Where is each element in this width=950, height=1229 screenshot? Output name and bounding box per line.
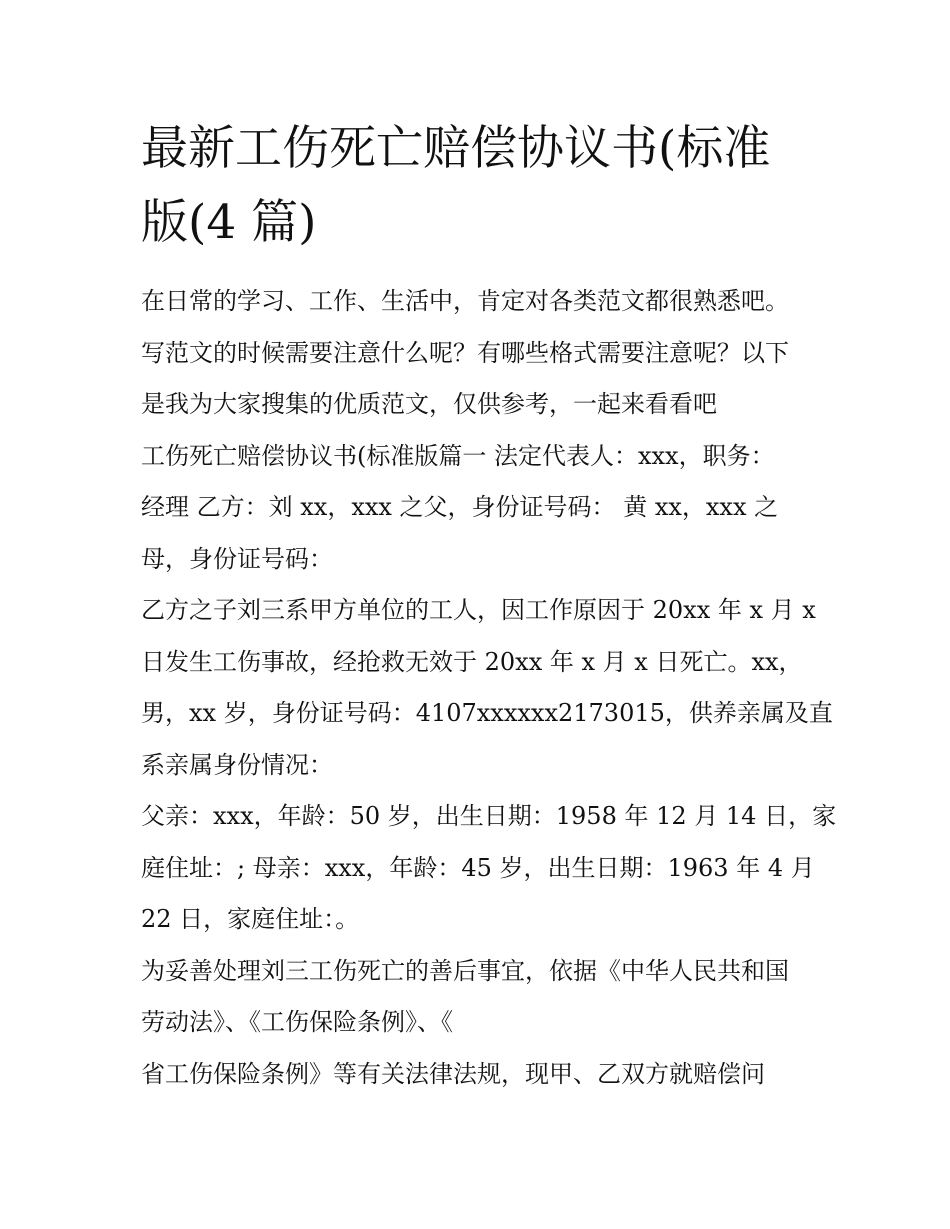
body-line: 省工伤保险条例》等有关法律法规，现甲、乙双方就赔偿问 (141, 1059, 765, 1088)
body-line: 写范文的时候需要注意什么呢？有哪些格式需要注意呢？以下 (141, 338, 789, 367)
body-line: 乙方之子刘三系甲方单位的工人，因工作原因于 20xx 年 x 月 x (141, 596, 816, 624)
body-line: 日发生工伤事故，经抢救无效于 20xx 年 x 月 x 日死亡。xx， (141, 647, 803, 676)
body-line: 工伤死亡赔偿协议书(标准版篇一 法定代表人：xxx，职务： (141, 441, 775, 470)
body-line: 22 日，家庭住址：。 (141, 905, 360, 933)
body-line: 系亲属身份情况： (141, 750, 333, 779)
title-line: 版(4 篇) (141, 195, 317, 250)
title-line: 最新工伤死亡赔偿协议书(标准 (141, 121, 771, 176)
document-body (141, 276, 837, 1100)
body-line: 庭住址：; 母亲：xxx，年龄：45 岁，出生日期：1963 年 4 月 (141, 853, 815, 882)
body-line: 男，xx 岁，身份证号码：4107xxxxxx2173015，供养亲属及直 (141, 699, 833, 727)
body-line: 父亲：xxx，年龄：50 岁，出生日期：1958 年 12 月 14 日，家 (141, 802, 837, 830)
body-line: 劳动法》、《工伤保险条例》、《 (141, 1008, 453, 1036)
body-line: 母，身份证号码： (141, 544, 333, 573)
body-line: 是我为大家搜集的优质范文，仅供参考，一起来看看吧 (141, 390, 717, 418)
document-title (141, 112, 821, 260)
body-line: 经理 乙方：刘 xx，xxx 之父，身份证号码： 黄 xx，xxx 之 (141, 493, 779, 521)
body-line: 在日常的学习、工作、生活中，肯定对各类范文都很熟悉吧。 (141, 287, 789, 315)
body-line: 为妥善处理刘三工伤死亡的善后事宜，依据《中华人民共和国 (141, 956, 789, 985)
